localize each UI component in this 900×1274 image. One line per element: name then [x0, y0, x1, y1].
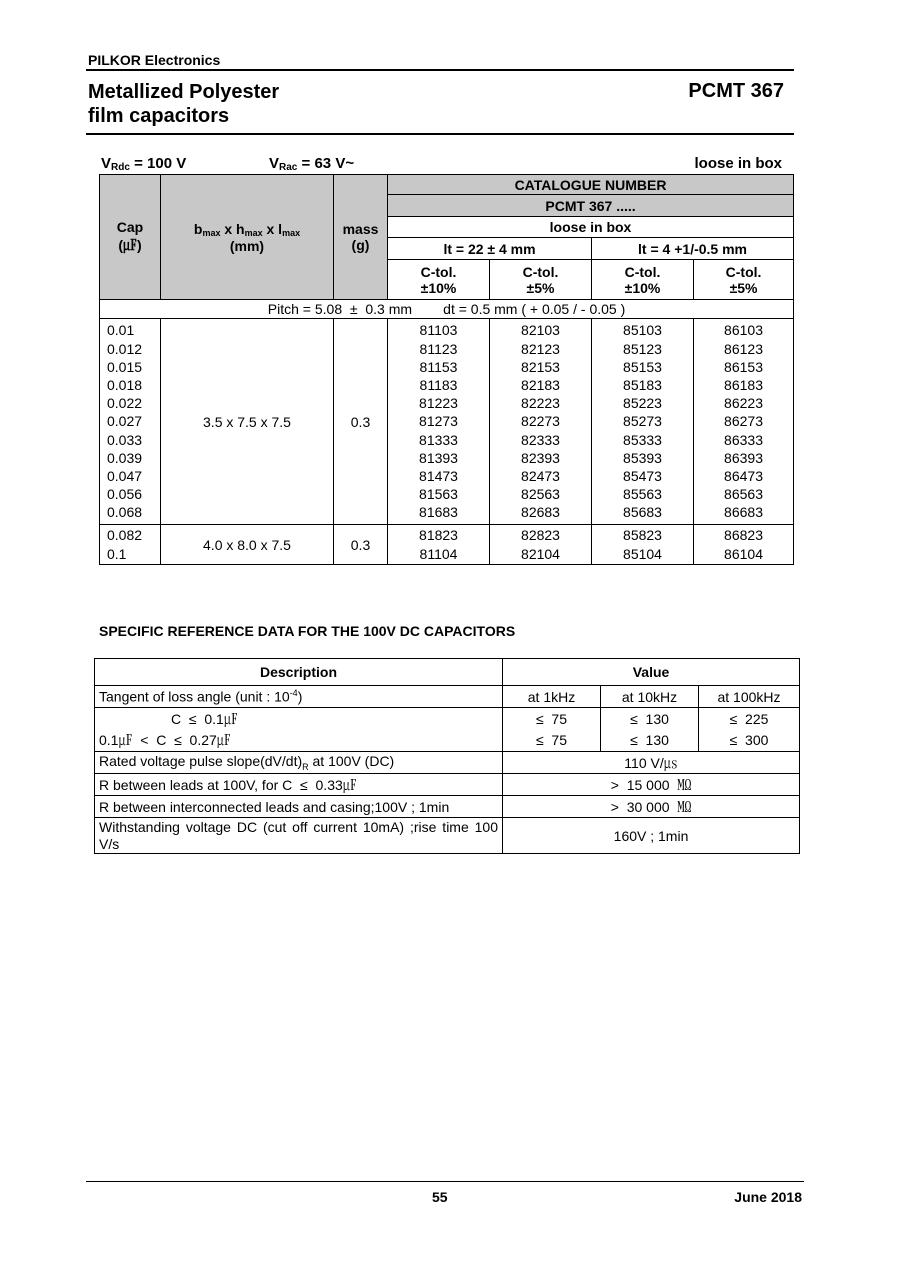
list-item: 85223 [623, 395, 662, 412]
list-item: 0.022 [107, 395, 143, 412]
pitch-row: Pitch = 5.08 ± 0.3 mm dt = 0.5 mm ( + 0.05 / - 0.05 ) [100, 300, 794, 319]
model-number: PCMT 367 [688, 80, 784, 102]
condition-2: 0.1㎌ < C ≤ 0.27㎌ [99, 731, 231, 748]
r-casing-value: > 30 000 ㏁ [503, 796, 800, 818]
tol-header: C-tol. ±5% [694, 260, 794, 300]
list-item: 81273 [419, 413, 458, 430]
header-rule [86, 69, 794, 71]
list-item: 81104 [419, 546, 458, 562]
condition-1: C ≤ 0.1㎌ [171, 710, 238, 727]
lead-length-22: lt = 22 ± 4 mm [388, 238, 592, 260]
vrdc-rating: $V_{Rdc} = 100$ V [101, 155, 187, 173]
title-rule [86, 133, 794, 135]
r-leads-label: R between leads at 100V, for C ≤ 0.33㎌ [95, 774, 503, 796]
list-item: 81473 [419, 468, 458, 484]
list-item: 82183 [521, 376, 560, 393]
catalogue-table [99, 174, 794, 565]
tan-1khz-values: ≤ 75 ≤ 75 [503, 708, 601, 752]
value-header: Value [503, 659, 800, 686]
list-item: 86823 [724, 527, 763, 543]
cap-values [100, 525, 161, 565]
list-item: 81123 [419, 340, 458, 357]
catalogue-column [388, 525, 490, 565]
list-item: 0.027 [107, 413, 143, 430]
list-item: 0.082 [107, 527, 143, 543]
list-item: 81103 [419, 322, 458, 339]
tan-loss-conditions [95, 708, 503, 752]
list-item: 86393 [724, 449, 763, 466]
packaging-label: loose in box [694, 155, 782, 172]
catalogue-column [490, 319, 592, 525]
lead-length-4: lt = 4 +1/-0.5 mm [592, 238, 794, 260]
catalogue-number-header: CATALOGUE NUMBER [388, 175, 794, 195]
list-item: 82333 [521, 431, 560, 448]
catalogue-column [388, 319, 490, 525]
tol-header: C-tol. ±10% [592, 260, 694, 300]
packaging-header: loose in box [388, 217, 794, 238]
list-item: 82823 [521, 527, 560, 543]
catalogue-column [490, 525, 592, 565]
publication-date: June 2018 [734, 1189, 802, 1205]
list-item: 0.1 [107, 546, 127, 562]
section-title: SPECIFIC REFERENCE DATA FOR THE 100V DC CAPACITORS [99, 623, 516, 639]
page-number: 55 [432, 1189, 448, 1205]
list-item: 85563 [623, 486, 662, 503]
list-item: 82473 [521, 468, 560, 484]
r-casing-label: R between interconnected leads and casing;100V ; 1min [95, 796, 503, 818]
cap-header: Cap (㎌) [100, 175, 161, 300]
list-item: 82153 [521, 358, 560, 375]
list-item: 85393 [623, 449, 662, 466]
company-name: PILKOR Electronics [88, 52, 221, 68]
freq-100khz: at 100kHz [699, 686, 800, 708]
catalogue-column [592, 319, 694, 525]
list-item: 0.018 [107, 376, 143, 393]
series-header: PCMT 367 ..... [388, 195, 794, 217]
list-item: 86273 [724, 413, 763, 430]
list-item: 81333 [419, 431, 458, 448]
reference-table [94, 658, 800, 854]
list-item: 85683 [623, 504, 662, 521]
list-item: 0.047 [107, 468, 143, 484]
list-item: 81153 [419, 358, 458, 375]
tan-loss-label: Tangent of loss angle (unit : $10^{-4}$) [95, 686, 503, 708]
title-line-2: film capacitors [88, 105, 230, 127]
list-item: 85333 [623, 431, 662, 448]
withstand-label: Withstanding voltage DC (cut off current 10mA) ;rise time 100 V/s [95, 818, 503, 854]
list-item: 81183 [419, 376, 458, 393]
list-item: 86183 [724, 376, 763, 393]
list-item: 85273 [623, 413, 662, 430]
list-item: 86683 [724, 504, 763, 521]
document-title [88, 80, 279, 128]
list-item: 0.01 [107, 322, 135, 339]
cap-values [100, 319, 161, 525]
list-item: 81683 [419, 504, 458, 521]
list-item: 86563 [724, 486, 763, 503]
list-item: 82103 [521, 322, 560, 339]
list-item: 0.068 [107, 504, 143, 521]
list-item: 85153 [623, 358, 662, 375]
list-item: 85104 [623, 546, 662, 562]
freq-10khz: at 10kHz [601, 686, 699, 708]
list-item: 85823 [623, 527, 662, 543]
tol-header: C-tol. ±5% [490, 260, 592, 300]
mass-value: 0.3 [334, 319, 388, 525]
tol-header: C-tol. ±10% [388, 260, 490, 300]
list-item: 85473 [623, 468, 662, 484]
dimensions-value: 4.0 x 8.0 x 7.5 [161, 525, 334, 565]
mass-header: mass (g) [334, 175, 388, 300]
list-item: 85183 [623, 376, 662, 393]
list-item: 82223 [521, 395, 560, 412]
title-line-1: Metallized Polyester [88, 81, 280, 103]
tan-10khz-values: ≤ 130 ≤ 130 [601, 708, 699, 752]
list-item: 86333 [724, 431, 763, 448]
dimensions-value: 3.5 x 7.5 x 7.5 [161, 319, 334, 525]
list-item: 82273 [521, 413, 560, 430]
pulse-slope-value: 110 V/㎲ [503, 752, 800, 774]
r-leads-value: > 15 000 ㏁ [503, 774, 800, 796]
list-item: 86104 [724, 546, 763, 562]
list-item: 82393 [521, 449, 560, 466]
catalogue-column [694, 525, 794, 565]
list-item: 86123 [724, 340, 763, 357]
list-item: 82104 [521, 546, 560, 562]
list-item: 82123 [521, 340, 560, 357]
list-item: 86103 [724, 322, 763, 339]
list-item: 0.039 [107, 449, 143, 466]
catalogue-column [694, 319, 794, 525]
list-item: 86153 [724, 358, 763, 375]
list-item: 82563 [521, 486, 560, 503]
list-item: 0.015 [107, 358, 143, 375]
list-item: 86223 [724, 395, 763, 412]
list-item: 85123 [623, 340, 662, 357]
list-item: 81223 [419, 395, 458, 412]
footer-rule [86, 1181, 804, 1182]
list-item: 85103 [623, 322, 662, 339]
list-item: 0.033 [107, 431, 143, 448]
list-item: 81823 [419, 527, 458, 543]
list-item: 0.056 [107, 486, 143, 503]
list-item: 81563 [419, 486, 458, 503]
dimensions-header: $b_{max}$ x $h_{max}$ x $l_{max}$ (mm) [161, 175, 334, 300]
description-header: Description [95, 659, 503, 686]
list-item: 0.012 [107, 340, 143, 357]
pulse-slope-label: Rated voltage pulse $slope(dV/dt)_R$ at 100V (DC) [95, 752, 503, 774]
tan-100khz-values: ≤ 225 ≤ 300 [699, 708, 800, 752]
list-item: 86473 [724, 468, 763, 484]
vrac-rating: $V_{Rac} = 63$ V~ [269, 155, 355, 173]
freq-1khz: at 1kHz [503, 686, 601, 708]
list-item: 81393 [419, 449, 458, 466]
withstand-value: 160V ; 1min [503, 818, 800, 854]
list-item: 82683 [521, 504, 560, 521]
catalogue-column [592, 525, 694, 565]
mass-value: 0.3 [334, 525, 388, 565]
